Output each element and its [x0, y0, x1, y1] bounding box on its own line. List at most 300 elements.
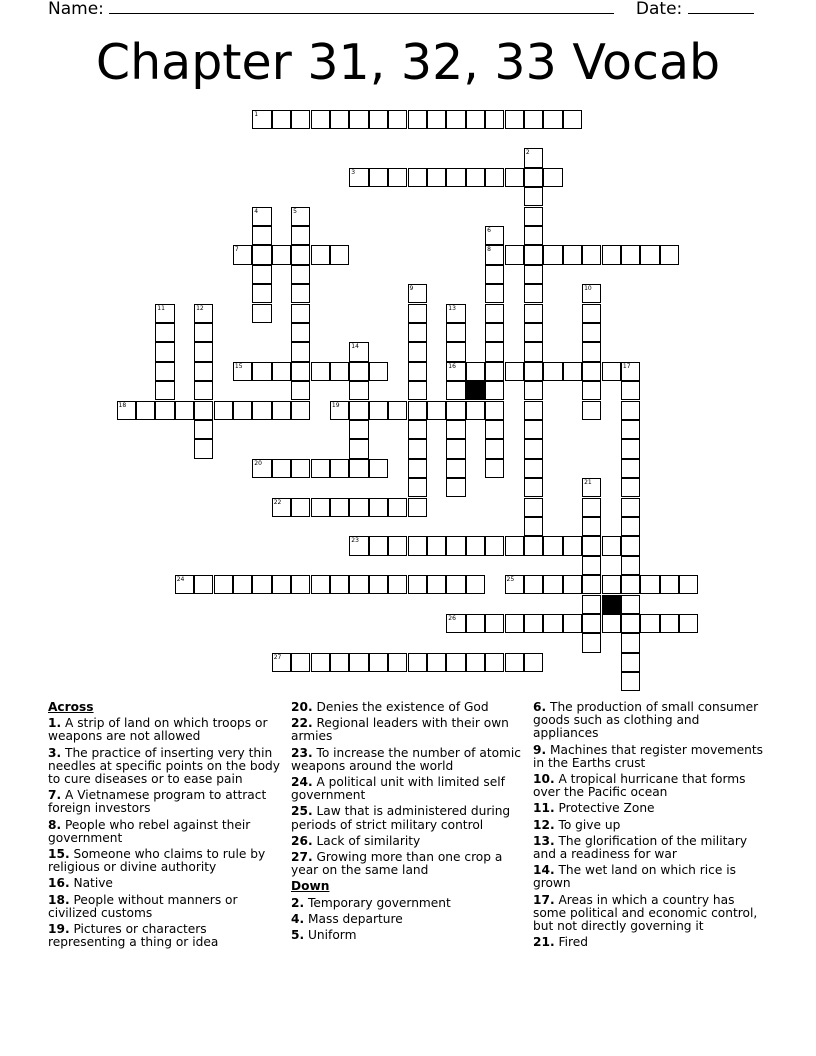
grid-cell[interactable]	[388, 401, 407, 420]
grid-cell[interactable]	[252, 245, 271, 264]
grid-cell[interactable]	[466, 401, 485, 420]
grid-cell[interactable]	[349, 536, 368, 555]
grid-cell[interactable]	[485, 342, 504, 361]
grid-cell[interactable]	[621, 381, 640, 400]
grid-cell[interactable]	[582, 614, 601, 633]
grid-cell[interactable]	[446, 459, 465, 478]
clue-item	[291, 701, 523, 714]
grid-cell[interactable]	[602, 614, 621, 633]
grid-cell[interactable]	[349, 342, 368, 361]
grid-cell[interactable]	[252, 110, 271, 129]
grid-cell[interactable]	[582, 575, 601, 594]
grid-cell[interactable]	[252, 284, 271, 303]
grid-cell[interactable]	[311, 459, 330, 478]
grid-cell[interactable]	[291, 207, 310, 226]
grid-cell[interactable]	[621, 478, 640, 497]
grid-cell[interactable]	[524, 653, 543, 672]
grid-cell[interactable]	[640, 575, 659, 594]
grid-cell[interactable]	[524, 245, 543, 264]
grid-cell[interactable]	[155, 381, 174, 400]
grid-cell[interactable]	[466, 536, 485, 555]
grid-cell[interactable]	[369, 536, 388, 555]
grid-cell[interactable]	[485, 323, 504, 342]
grid-cell[interactable]	[446, 420, 465, 439]
grid-cell[interactable]	[252, 207, 271, 226]
grid-cell[interactable]	[505, 245, 524, 264]
grid-cell[interactable]	[485, 110, 504, 129]
grid-cell[interactable]	[621, 362, 640, 381]
grid-cell[interactable]	[369, 401, 388, 420]
grid-cell[interactable]	[446, 401, 465, 420]
clue-number: 10	[584, 285, 592, 293]
grid-cell[interactable]	[175, 401, 194, 420]
grid-cell[interactable]	[194, 420, 213, 439]
grid-cell[interactable]	[272, 575, 291, 594]
grid-cell[interactable]	[408, 342, 427, 361]
grid-cell[interactable]	[543, 614, 562, 633]
grid-cell[interactable]	[563, 362, 582, 381]
grid-cell[interactable]	[563, 245, 582, 264]
grid-cell[interactable]	[291, 265, 310, 284]
grid-cell[interactable]	[466, 362, 485, 381]
grid-cell[interactable]	[272, 653, 291, 672]
clue-number: 1	[254, 110, 259, 118]
grid-cell[interactable]	[524, 478, 543, 497]
clue-number: 22	[273, 498, 282, 506]
grid-cell[interactable]	[291, 381, 310, 400]
grid-cell[interactable]	[272, 110, 291, 129]
grid-cell[interactable]	[427, 575, 446, 594]
grid-cell[interactable]	[252, 265, 271, 284]
grid-cell[interactable]	[446, 323, 465, 342]
grid-cell[interactable]	[602, 362, 621, 381]
clue-item-number: 23.	[291, 745, 313, 760]
grid-cell[interactable]	[291, 362, 310, 381]
grid-cell[interactable]	[621, 556, 640, 575]
grid-cell[interactable]	[349, 362, 368, 381]
down-clue-list	[291, 897, 523, 943]
grid-cell[interactable]	[582, 323, 601, 342]
grid-cell[interactable]	[408, 653, 427, 672]
grid-cell[interactable]	[485, 304, 504, 323]
grid-cell[interactable]	[446, 439, 465, 458]
grid-cell[interactable]	[194, 575, 213, 594]
grid-cell[interactable]	[388, 536, 407, 555]
grid-cell[interactable]	[582, 633, 601, 652]
grid-cell[interactable]	[291, 653, 310, 672]
grid-cell[interactable]	[272, 245, 291, 264]
grid-cell[interactable]	[408, 536, 427, 555]
grid-cell[interactable]	[466, 110, 485, 129]
grid-cell[interactable]	[485, 265, 504, 284]
grid-cell[interactable]	[427, 536, 446, 555]
grid-cell[interactable]	[427, 653, 446, 672]
grid-cell[interactable]	[155, 323, 174, 342]
grid-cell[interactable]	[543, 110, 562, 129]
grid-cell[interactable]	[524, 148, 543, 167]
grid-cell[interactable]	[272, 362, 291, 381]
grid-cell[interactable]	[291, 459, 310, 478]
grid-cell[interactable]	[485, 401, 504, 420]
clue-item	[48, 894, 280, 920]
grid-cell[interactable]	[524, 517, 543, 536]
clue-item	[48, 717, 280, 743]
clue-number: 21	[584, 479, 592, 487]
grid-cell[interactable]	[621, 614, 640, 633]
grid-cell[interactable]	[543, 168, 562, 187]
grid-cell[interactable]	[136, 401, 155, 420]
grid-cell[interactable]	[408, 381, 427, 400]
clue-item	[48, 877, 280, 890]
grid-cell[interactable]	[369, 653, 388, 672]
grid-cell[interactable]	[621, 439, 640, 458]
grid-cell[interactable]	[330, 575, 349, 594]
grid-cell[interactable]	[485, 284, 504, 303]
grid-cell[interactable]	[524, 575, 543, 594]
grid-cell[interactable]	[543, 362, 562, 381]
grid-cell[interactable]	[349, 653, 368, 672]
grid-cell[interactable]	[194, 381, 213, 400]
grid-cell[interactable]	[446, 362, 465, 381]
grid-cell[interactable]	[408, 439, 427, 458]
grid-cell[interactable]	[524, 304, 543, 323]
grid-cell[interactable]	[524, 168, 543, 187]
grid-cell[interactable]	[524, 284, 543, 303]
grid-cell[interactable]	[446, 110, 465, 129]
grid-cell[interactable]	[582, 517, 601, 536]
grid-cell[interactable]	[524, 420, 543, 439]
grid-cell[interactable]	[330, 498, 349, 517]
grid-cell[interactable]	[660, 614, 679, 633]
clue-number: 6	[487, 226, 491, 234]
grid-cell[interactable]	[582, 284, 601, 303]
grid-cell[interactable]	[427, 168, 446, 187]
grid-cell[interactable]	[524, 323, 543, 342]
grid-cell[interactable]	[524, 207, 543, 226]
grid-cell[interactable]	[621, 401, 640, 420]
grid-cell[interactable]	[524, 110, 543, 129]
grid-cell[interactable]	[563, 614, 582, 633]
grid-cell[interactable]	[524, 459, 543, 478]
grid-cell[interactable]	[621, 517, 640, 536]
grid-cell[interactable]	[446, 478, 465, 497]
grid-cell[interactable]	[194, 323, 213, 342]
grid-cell[interactable]	[582, 362, 601, 381]
grid-cell[interactable]	[369, 498, 388, 517]
clue-number: 23	[351, 537, 359, 545]
clue-item-text: People without manners or civilized customs	[48, 892, 238, 920]
grid-cell[interactable]	[582, 498, 601, 517]
grid-cell[interactable]	[621, 633, 640, 652]
grid-cell[interactable]	[194, 401, 213, 420]
clue-item-text: Law that is administered during periods of strict military control	[291, 804, 511, 832]
grid-cell[interactable]	[640, 614, 659, 633]
clue-item-number: 2.	[291, 895, 305, 910]
grid-cell[interactable]	[388, 110, 407, 129]
grid-cell[interactable]	[155, 304, 174, 323]
grid-cell[interactable]	[408, 575, 427, 594]
grid-cell[interactable]	[155, 342, 174, 361]
grid-cell[interactable]	[582, 478, 601, 497]
grid-cell[interactable]	[524, 439, 543, 458]
grid-cell[interactable]	[466, 653, 485, 672]
clue-item	[291, 851, 523, 877]
grid-cell[interactable]	[194, 362, 213, 381]
across-clue-list-continued	[291, 701, 523, 877]
grid-cell[interactable]	[214, 401, 233, 420]
grid-cell[interactable]	[369, 459, 388, 478]
grid-cell[interactable]	[330, 401, 349, 420]
grid-cell[interactable]	[408, 168, 427, 187]
grid-cell[interactable]	[505, 362, 524, 381]
grid-cell[interactable]	[349, 381, 368, 400]
grid-cell[interactable]	[621, 420, 640, 439]
grid-cell[interactable]	[485, 381, 504, 400]
grid-cell[interactable]	[621, 536, 640, 555]
grid-cell[interactable]	[252, 575, 271, 594]
grid-cell[interactable]	[369, 575, 388, 594]
grid-cell[interactable]	[330, 459, 349, 478]
grid-cell[interactable]	[466, 614, 485, 633]
grid-cell[interactable]	[621, 653, 640, 672]
grid-cell[interactable]	[543, 575, 562, 594]
grid-cell[interactable]	[660, 575, 679, 594]
grid-cell[interactable]	[660, 245, 679, 264]
grid-cell[interactable]	[388, 653, 407, 672]
clue-item	[291, 913, 523, 926]
grid-cell[interactable]	[272, 401, 291, 420]
grid-cell[interactable]	[524, 498, 543, 517]
grid-cell[interactable]	[311, 110, 330, 129]
clue-item-text: Fired	[554, 935, 588, 950]
grid-cell[interactable]	[485, 459, 504, 478]
grid-cell[interactable]	[408, 304, 427, 323]
grid-cell[interactable]	[117, 401, 136, 420]
grid-cell[interactable]	[582, 304, 601, 323]
grid-cell[interactable]	[291, 323, 310, 342]
grid-cell[interactable]	[291, 342, 310, 361]
grid-cell[interactable]	[388, 168, 407, 187]
clue-item-text: A Vietnamese program to attract foreign investors	[48, 788, 267, 816]
grid-cell[interactable]	[330, 653, 349, 672]
grid-cell[interactable]	[640, 245, 659, 264]
clue-number: 5	[293, 207, 297, 215]
grid-cell[interactable]	[252, 226, 271, 245]
grid-cell[interactable]	[446, 304, 465, 323]
grid-cell[interactable]	[291, 498, 310, 517]
grid-cell[interactable]	[330, 110, 349, 129]
grid-cell[interactable]	[505, 653, 524, 672]
grid-cell[interactable]	[291, 284, 310, 303]
grid-cell[interactable]	[524, 401, 543, 420]
grid-cell[interactable]	[408, 420, 427, 439]
clue-item	[533, 701, 765, 741]
grid-cell[interactable]	[311, 653, 330, 672]
grid-cell[interactable]	[349, 401, 368, 420]
grid-cell[interactable]	[524, 187, 543, 206]
grid-cell[interactable]	[408, 110, 427, 129]
clue-item	[533, 835, 765, 861]
grid-cell[interactable]	[446, 614, 465, 633]
grid-cell[interactable]	[233, 575, 252, 594]
across-heading: Across	[48, 700, 94, 714]
grid-cell[interactable]	[233, 245, 252, 264]
clue-item-number: 14.	[533, 863, 555, 878]
grid-cell[interactable]	[155, 362, 174, 381]
grid-cell[interactable]	[505, 110, 524, 129]
grid-cell[interactable]	[621, 245, 640, 264]
grid-cell[interactable]	[252, 304, 271, 323]
grid-cell[interactable]	[330, 245, 349, 264]
grid-cell[interactable]	[349, 420, 368, 439]
grid-cell[interactable]	[311, 498, 330, 517]
grid-cell[interactable]	[252, 401, 271, 420]
grid-cell[interactable]	[349, 168, 368, 187]
grid-cell[interactable]	[155, 401, 174, 420]
grid-cell[interactable]	[505, 575, 524, 594]
grid-cell[interactable]	[194, 439, 213, 458]
grid-cell[interactable]	[563, 536, 582, 555]
grid-cell[interactable]	[214, 575, 233, 594]
clues-column-3	[533, 701, 765, 952]
grid-cell[interactable]	[369, 362, 388, 381]
grid-cell[interactable]	[602, 245, 621, 264]
grid-cell[interactable]	[543, 245, 562, 264]
grid-cell[interactable]	[621, 672, 640, 691]
grid-cell[interactable]	[194, 304, 213, 323]
grid-cell[interactable]	[369, 168, 388, 187]
grid-cell[interactable]	[252, 459, 271, 478]
grid-cell[interactable]	[408, 459, 427, 478]
grid-cell[interactable]	[582, 381, 601, 400]
grid-cell[interactable]	[349, 498, 368, 517]
grid-cell[interactable]	[524, 614, 543, 633]
grid-cell[interactable]	[369, 110, 388, 129]
grid-cell[interactable]	[291, 304, 310, 323]
grid-cell[interactable]	[291, 245, 310, 264]
grid-cell[interactable]	[621, 595, 640, 614]
grid-cell[interactable]	[505, 614, 524, 633]
grid-cell[interactable]	[563, 110, 582, 129]
grid-cell[interactable]	[388, 575, 407, 594]
grid-cell[interactable]	[349, 459, 368, 478]
grid-cell[interactable]	[446, 342, 465, 361]
grid-cell[interactable]	[563, 575, 582, 594]
clue-item-number: 13.	[533, 833, 555, 848]
grid-cell[interactable]	[291, 226, 310, 245]
grid-cell[interactable]	[291, 110, 310, 129]
grid-cell[interactable]	[446, 575, 465, 594]
grid-cell[interactable]	[252, 362, 271, 381]
grid-cell[interactable]	[291, 401, 310, 420]
grid-cell[interactable]	[485, 536, 504, 555]
grid-cell[interactable]	[524, 381, 543, 400]
grid-cell[interactable]	[485, 439, 504, 458]
clue-item-number: 12.	[533, 817, 555, 832]
grid-cell[interactable]	[524, 226, 543, 245]
grid-cell[interactable]	[621, 498, 640, 517]
grid-cell[interactable]	[466, 575, 485, 594]
grid-cell[interactable]	[446, 381, 465, 400]
grid-cell[interactable]	[349, 439, 368, 458]
grid-cell[interactable]	[582, 342, 601, 361]
grid-cell[interactable]	[349, 110, 368, 129]
grid-cell[interactable]	[408, 478, 427, 497]
grid-cell[interactable]	[485, 226, 504, 245]
clue-item-number: 5.	[291, 928, 305, 943]
grid-cell[interactable]	[679, 575, 698, 594]
grid-cell[interactable]	[485, 653, 504, 672]
grid-cell[interactable]	[233, 401, 252, 420]
grid-cell[interactable]	[408, 401, 427, 420]
grid-cell[interactable]	[582, 536, 601, 555]
grid-cell[interactable]	[485, 245, 504, 264]
clue-item-text: Uniform	[304, 928, 357, 943]
grid-cell[interactable]	[291, 575, 310, 594]
grid-cell[interactable]	[427, 110, 446, 129]
grid-cell[interactable]	[582, 401, 601, 420]
grid-cell[interactable]	[602, 575, 621, 594]
grid-cell[interactable]	[311, 575, 330, 594]
grid-cell[interactable]	[446, 536, 465, 555]
grid-cell[interactable]	[349, 575, 368, 594]
grid-cell[interactable]	[524, 342, 543, 361]
clue-number: 24	[176, 576, 185, 584]
grid-cell[interactable]	[427, 401, 446, 420]
clue-item	[48, 848, 280, 874]
grid-cell[interactable]	[311, 245, 330, 264]
grid-cell[interactable]	[175, 575, 194, 594]
grid-cell[interactable]	[543, 536, 562, 555]
clue-number: 4	[254, 207, 259, 215]
grid-cell[interactable]	[408, 498, 427, 517]
grid-cell[interactable]	[505, 536, 524, 555]
grid-cell[interactable]	[272, 459, 291, 478]
grid-cell[interactable]	[466, 168, 485, 187]
grid-cell[interactable]	[582, 245, 601, 264]
clue-item-number: 19.	[48, 922, 70, 937]
grid-cell[interactable]	[524, 362, 543, 381]
grid-cell[interactable]	[485, 420, 504, 439]
grid-cell[interactable]	[408, 284, 427, 303]
grid-cell[interactable]	[446, 653, 465, 672]
grid-cell[interactable]	[582, 595, 601, 614]
clue-item	[291, 805, 523, 831]
grid-cell[interactable]	[524, 265, 543, 284]
grid-cell[interactable]	[388, 498, 407, 517]
date-label: Date:	[635, 0, 683, 19]
grid-cell[interactable]	[408, 362, 427, 381]
grid-cell[interactable]	[582, 556, 601, 575]
grid-cell[interactable]	[485, 168, 504, 187]
clue-item	[48, 923, 280, 949]
grid-cell[interactable]	[311, 362, 330, 381]
grid-cell[interactable]	[233, 362, 252, 381]
grid-cell[interactable]	[505, 168, 524, 187]
grid-cell[interactable]	[485, 614, 504, 633]
grid-cell[interactable]	[524, 536, 543, 555]
grid-cell[interactable]	[330, 362, 349, 381]
grid-cell[interactable]	[446, 168, 465, 187]
grid-cell[interactable]	[194, 342, 213, 361]
grid-cell[interactable]	[485, 362, 504, 381]
grid-cell[interactable]	[621, 459, 640, 478]
grid-cell[interactable]	[621, 575, 640, 594]
grid-cell[interactable]	[272, 498, 291, 517]
grid-cell[interactable]	[679, 614, 698, 633]
grid-cell[interactable]	[408, 323, 427, 342]
grid-cell[interactable]	[602, 536, 621, 555]
